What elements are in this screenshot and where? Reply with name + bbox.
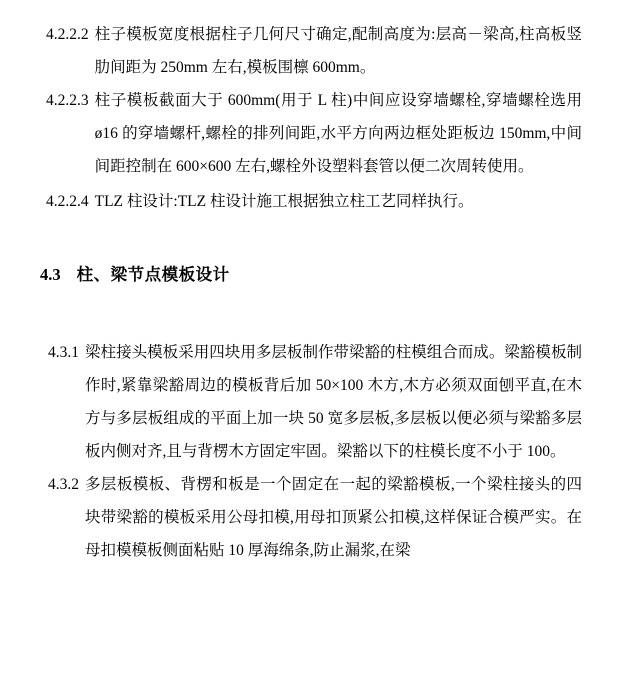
- paragraph-text: TLZ 柱设计:TLZ 柱设计施工根据独立柱工艺同样执行。: [94, 193, 474, 210]
- paragraph-4-2-2-4: [40, 185, 582, 218]
- paragraph-number: 4.3.2: [48, 476, 79, 493]
- section-heading-4-3: [40, 260, 582, 290]
- paragraph-number: 4.2.2.3: [46, 92, 89, 109]
- paragraph-text: 柱子模板宽度根据柱子几何尺寸确定,配制高度为:层高－梁高,柱高板竖肋间距为 250mm 左右,模板围檩 600mm。: [94, 26, 582, 76]
- paragraph-4-2-2-2: [40, 18, 582, 84]
- paragraph-number: 4.2.2.4: [46, 193, 89, 210]
- paragraph-number: 4.3.1: [48, 344, 79, 361]
- paragraph-text: 梁柱接头模板采用四块用多层板制作带梁豁的柱模组合而成。梁豁模板制作时,紧靠梁豁周边的模板背后加 50×100 木方,木方必须双面刨平直,在木方与多层板组成的平面上加一块 50 宽多层板,多层板以便必须与梁豁多层板内侧对齐,且与背楞木方固定牢固。梁豁以下的柱模长度不小于 100。: [85, 344, 582, 460]
- paragraph-number: 4.2.2.2: [46, 26, 89, 43]
- paragraph-text: 柱子模板截面大于 600mm(用于 L 柱)中间应设穿墙螺栓,穿墙螺栓选用 ø16 的穿墙螺杆,螺栓的排列间距,水平方向两边框处距板边 150mm,中间间距控制在 600×600 左右,螺栓外设塑料套管以便二次周转使用。: [94, 92, 582, 175]
- section-heading-number: 4.3: [40, 265, 61, 284]
- paragraph-4-2-2-3: [40, 84, 582, 183]
- paragraph-4-3-1: [40, 336, 582, 468]
- section-heading-title: 柱、梁节点模板设计: [76, 265, 230, 284]
- paragraph-text: 多层板模板、背楞和板是一个固定在一起的梁豁模板,一个梁柱接头的四块带梁豁的模板采用公母扣模,用母扣顶紧公扣模,这样保证合模严实。在母扣模模板侧面粘贴 10 厚海绵条,防止漏浆,在梁: [85, 476, 582, 559]
- paragraph-4-3-2: [40, 468, 582, 567]
